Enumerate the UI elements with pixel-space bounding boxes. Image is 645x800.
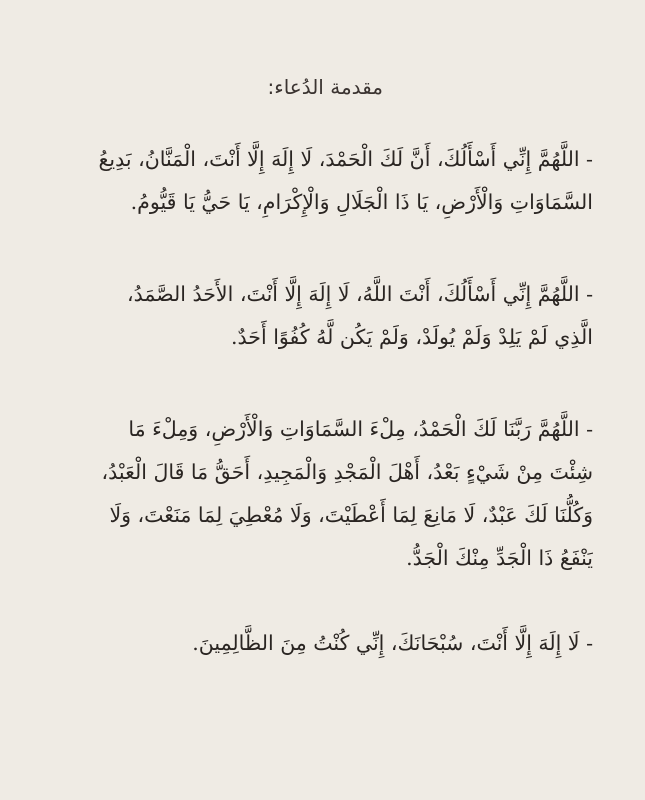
- supplication-2-line-1: - اللَّهُمَّ إِنِّي أَسْأَلُكَ، أَنْتَ اللَّهُ، لَا إِلَهَ إِلَّا أَنْتَ، الأَحَدُ الصَّمَدُ،: [127, 282, 593, 306]
- supplication-3-line-3: وَكُلُّنَا لَكَ عَبْدٌ، لَا مَانِعَ لِمَا أَعْطَيْتَ، وَلَا مُعْطِيَ لِمَا مَنَعْتَ، وَلَا: [109, 503, 593, 527]
- supplication-2: [45, 273, 593, 359]
- supplication-3: [45, 408, 593, 580]
- supplication-3-line-2: شِئْتَ مِنْ شَيْءٍ بَعْدُ، أَهْلَ الْمَجْدِ وَالْمَجِيدِ، أَحَقُّ مَا قَالَ الْعَبْدُ،: [101, 460, 593, 484]
- page-title: مقدمة الدُعاء:: [267, 75, 383, 99]
- supplication-3-line-1: - اللَّهُمَّ رَبَّنَا لَكَ الْحَمْدُ، مِلْءَ السَّمَاوَاتِ وَالْأَرْضِ، وَمِلْءَ مَا: [128, 417, 593, 441]
- supplication-1-line-1: - اللَّهُمَّ إِنِّي أَسْأَلُكَ، أَنَّ لَكَ الْحَمْدَ، لَا إِلَهَ إِلَّا أَنْتَ، الْمَنَّانُ، بَدِيعُ: [98, 147, 593, 171]
- supplication-2-line-2: الَّذِي لَمْ يَلِدْ وَلَمْ يُولَدْ، وَلَمْ يَكُن لَّهُ كُفُوًا أَحَدٌ.: [231, 325, 593, 349]
- supplication-1-line-2: السَّمَاوَاتِ وَالْأَرْضِ، يَا ذَا الْجَلَالِ وَالْإِكْرَامِ، يَا حَيُّ يَا قَيُّومُ.: [130, 190, 593, 214]
- supplication-3-line-4: يَنْفَعُ ذَا الْجَدِّ مِنْكَ الْجَدُّ.: [406, 546, 593, 570]
- supplication-1: [45, 138, 593, 224]
- supplication-4: [45, 622, 593, 665]
- supplication-4-line-1: - لَا إِلَهَ إِلَّا أَنْتَ، سُبْحَانَكَ، إِنِّي كُنْتُ مِنَ الظَّالِمِينَ.: [192, 631, 593, 655]
